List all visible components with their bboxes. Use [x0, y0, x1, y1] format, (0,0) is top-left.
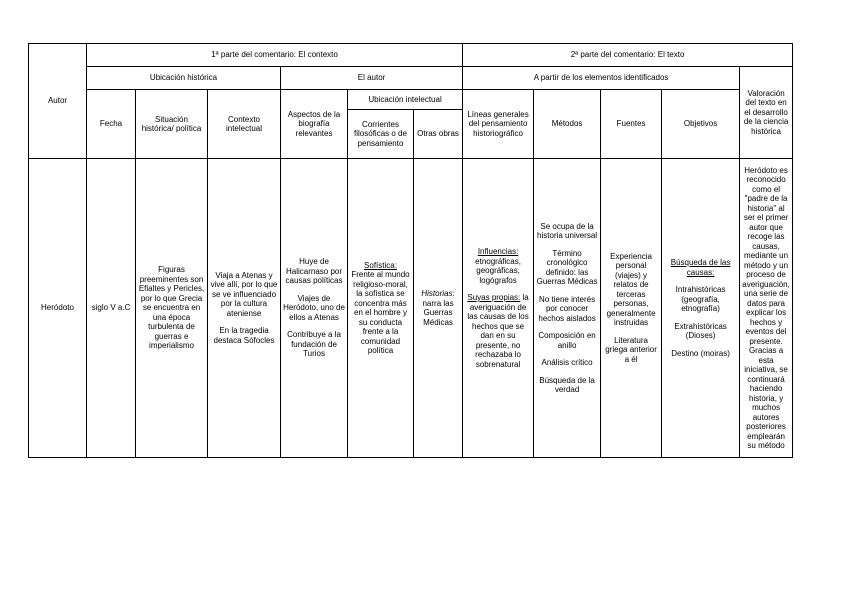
cell-objetivos: [662, 159, 740, 458]
metodos-line: Composición en anillo: [538, 331, 596, 350]
cell-autor: Heródoto: [29, 159, 87, 458]
header-otras-obras: Otras obras: [414, 110, 463, 159]
cell-contexto: [208, 159, 281, 458]
cell-valoracion: Heródoto es reconocido como el "padre de la historia" al ser el primer autor que recoge las causas, mediante un método y un proceso de averiguación, una serie de datos para explicar los hechos y eventos del presente. Gracias a esta iniciativa, se continuará haciendo historia, y muchos autores posteriores emplearán su método: [740, 159, 793, 458]
header-valoracion: Valoración del texto en el desarrollo de la ciencia histórica: [740, 67, 793, 159]
corrientes-title: Sofística:: [364, 260, 397, 270]
header-situacion: Situación histórica/ política: [136, 90, 208, 159]
header-part2: 2ª parte del comentario: El texto: [463, 44, 793, 67]
header-a-partir: A partir de los elementos identificados: [463, 67, 740, 90]
lineas-text-1: etnográficas, geográficas, logógrafos: [475, 256, 521, 285]
cell-situacion: Figuras preeminentes son Efialtes y Pericles, por lo que Grecia se encuentra en una época turbulenta de guerras e imperialismo: [136, 159, 208, 458]
fuentes-line: Experiencia personal (viajes) y relatos de terceras personas, generalmente instruidas: [606, 251, 656, 328]
header-fuentes: Fuentes: [601, 90, 662, 159]
header-corrientes: Corrientes filosóficas o de pensamiento: [348, 110, 414, 159]
commentary-table: [28, 43, 793, 458]
aspectos-line: Viajes de Heródoto, uno de ellos a Atenas: [283, 293, 345, 322]
header-autor: Autor: [29, 44, 87, 159]
aspectos-line: Huye de Halicarnaso por causas políticas: [285, 257, 343, 286]
fuentes-line: Literatura griega anterior a él: [605, 335, 657, 364]
corrientes-text: Frente al mundo religioso-moral, la sofística se concentra más en el hombre y su conducta frente a la comunidad política: [351, 270, 410, 355]
header-lineas: Líneas generales del pensamiento historiográfico: [463, 90, 534, 159]
objetivos-line: Extrahistóricas (Dioses): [674, 321, 727, 340]
lineas-text-2: la averiguación de las causas de los hechos que se dan en su presente, no rechazaba lo sobrenatural: [467, 293, 529, 369]
otras-italic: Historias:: [421, 289, 455, 298]
header-ubicacion-historica: Ubicación histórica: [87, 67, 281, 90]
cell-otras-obras: [414, 159, 463, 458]
otras-text: narra las Guerras Médicas: [422, 298, 454, 327]
cell-fecha: siglo V a.C: [87, 159, 136, 458]
header-part1: 1ª parte del comentario: El contexto: [87, 44, 463, 67]
header-ubicacion-intelectual: Ubicación intelectual: [348, 90, 463, 110]
objetivos-line: Intrahistóricas (geografía, etnografía): [675, 285, 726, 313]
metodos-line: Análisis crítico: [541, 358, 593, 367]
header-fecha: Fecha: [87, 90, 136, 159]
header-aspectos: Aspectos de la biografía relevantes: [281, 90, 348, 159]
metodos-line: Búsqueda de la verdad: [539, 375, 595, 394]
objetivos-line: Destino (moiras): [671, 348, 730, 358]
aspectos-line: Contribuye a la fundación de Turios: [287, 330, 341, 359]
cell-corrientes: [348, 159, 414, 458]
cell-lineas: [463, 159, 534, 458]
header-contexto: Contexto intelectual: [208, 90, 281, 159]
objetivos-title: Búsqueda de las causas:: [670, 258, 731, 277]
metodos-line: Se ocupa de la historia universal: [537, 221, 598, 240]
contexto-line: Viaja a Atenas y vive allí, por lo que se ve influenciado por la cultura ateniense: [210, 270, 278, 318]
metodos-line: Término cronológico definido: las Guerras Médicas: [536, 248, 598, 286]
header-objetivos: Objetivos: [662, 90, 740, 159]
cell-aspectos: [281, 159, 348, 458]
lineas-title-2: Suyas propias:: [467, 293, 521, 302]
contexto-line: En la tragedia destaca Sófocles: [213, 326, 275, 345]
cell-fuentes: [601, 159, 662, 458]
lineas-title-1: Influencias:: [477, 247, 519, 256]
metodos-line: No tiene interés por conocer hechos aislados: [538, 294, 596, 323]
header-el-autor: El autor: [281, 67, 463, 90]
cell-metodos: [534, 159, 601, 458]
header-metodos: Métodos: [534, 90, 601, 159]
